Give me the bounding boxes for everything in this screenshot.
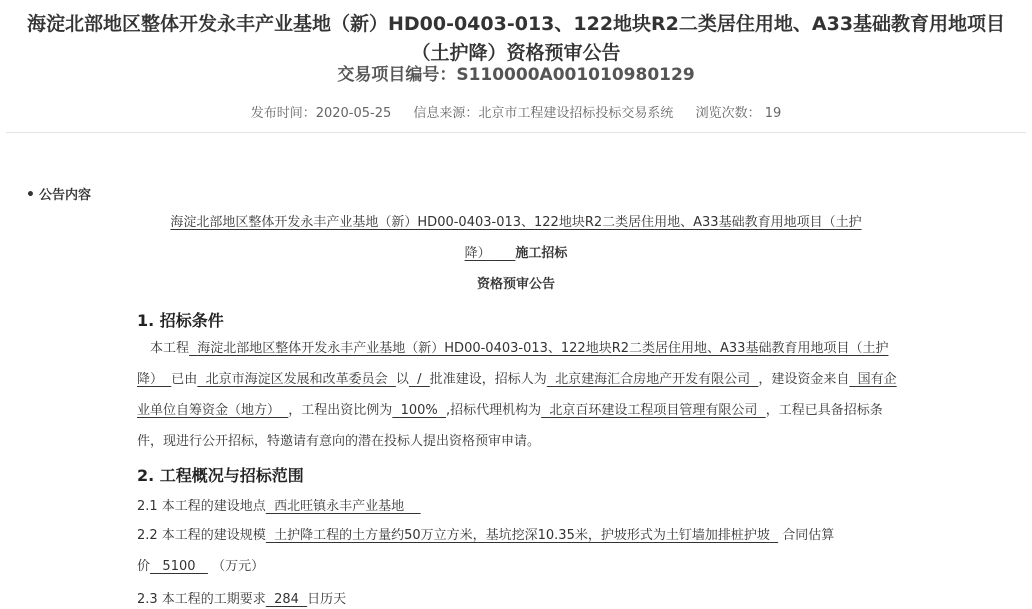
notice-project-name: 海淀北部地区整体开发永丰产业基地（新）HD00-0403-013、122地块R2二类居住用地、A33基础教育用地项目（土护 (170, 215, 862, 230)
publish-time: 发布时间：2020-05-25 (250, 106, 392, 121)
project-code: 交易项目编号：S110000A001010980129 (337, 65, 695, 85)
section-label: 公告内容 (38, 188, 91, 203)
bullet-icon: • (26, 187, 35, 203)
meta-bar (0, 104, 1032, 124)
heading-project-overview: 2. 工程概况与招标范围 (137, 466, 304, 485)
view-count: 浏览次数： 19 (695, 106, 782, 121)
info-source: 信息来源：北京市工程建设招标投标交易系统 (413, 106, 674, 121)
notice-project-name-cont: 降） 施工招标 (464, 246, 568, 261)
construction-period-line: 2.3 本工程的工期要求 284 日历天 (137, 592, 347, 607)
construction-scale-paragraph: 2.2 本工程的建设规模 土护降工程的土方量约50万立方米，基坑挖深10.35米，护坡形式为土钉墙加排桩护坡 合同估算价 5100 （万元） (137, 528, 835, 574)
divider (6, 132, 1026, 133)
bid-conditions-paragraph: 本工程 海淀北部地区整体开发永丰产业基地（新）HD00-0403-013、122地块R2二类居住用地、A33基础教育用地项目（土护降） 已由 北京市海淀区发展和改革委员会 以 / 批准建设，招标人为 北京建海汇合房地产开发有限公司 ，建设资金来自 国有企业单位自筹资金（地方） ，工程出资比例为 100% ,招标代理机构为 北京百环建设工程项目管理有限公司 ，工程已具备招标条件，现进行公开招标，特邀请有意向的潜在投标人提出资格预审申请。 (137, 341, 897, 449)
notice-subtitle: 资格预审公告 (476, 277, 555, 292)
announcement-title: 海淀北部地区整体开发永丰产业基地（新）HD00-0403-013、122地块R2二类居住用地、A33基础教育用地项目（土护降）资格预审公告 (26, 13, 1006, 64)
construction-site-line: 2.1 本工程的建设地点 西北旺镇永丰产业基地 (137, 499, 405, 514)
section-heading (26, 184, 91, 203)
heading-bid-conditions: 1. 招标条件 (137, 311, 224, 330)
